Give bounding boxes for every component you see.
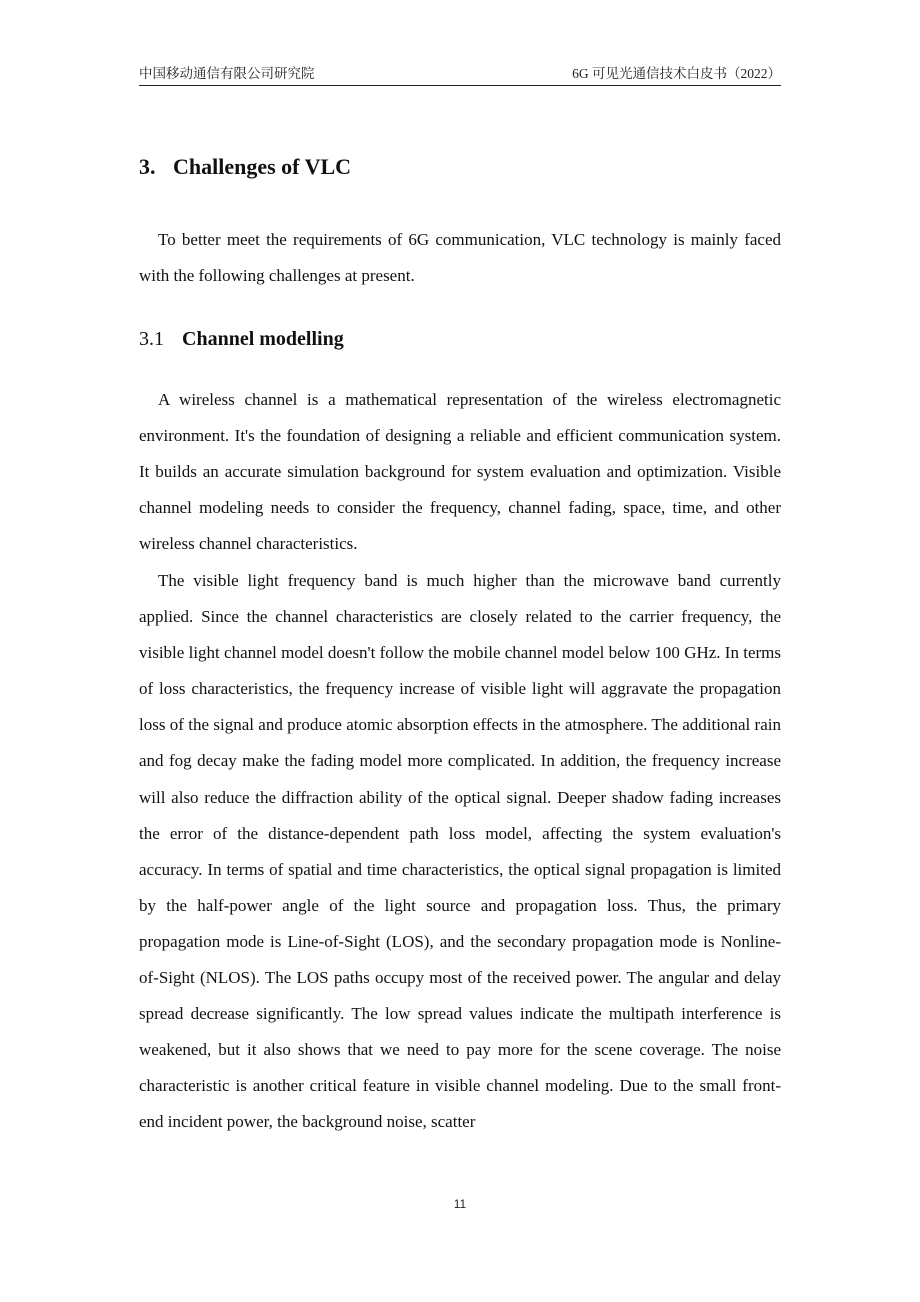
- section-intro-paragraph: To better meet the requirements of 6G communication, VLC technology is mainly faced with the following challenges at present.: [139, 230, 781, 286]
- page-number: 11: [453, 1197, 467, 1211]
- subsection-number: 3.1: [139, 328, 164, 350]
- page-header: [139, 62, 781, 86]
- body-paragraph: A wireless channel is a mathematical representation of the wireless electromagnetic environment. It's the foundation of designing a reliable and efficient communication system. It builds an accurate simulation background for system evaluation and optimization. Visible channel modeling needs to consider the frequency, channel fading, space, time, and other wireless channel characteristics.: [139, 390, 781, 554]
- subsection-title: Channel modelling: [182, 328, 344, 350]
- header-organization: 中国移动通信有限公司研究院: [139, 66, 315, 81]
- section-number: 3.: [139, 154, 156, 179]
- body-paragraph: The visible light frequency band is much higher than the microwave band currently applied. Since the channel characteristics are closely related to the carrier frequency, the visible light channel model doesn't follow the mobile channel model below 100 GHz. In terms of loss characteristics, the frequency increase of visible light will aggravate the propagation loss of the signal and produce atomic absorption effects in the atmosphere. The additional rain and fog decay make the fading model more complicated. In addition, the frequency increase will also reduce the diffraction ability of the optical signal. Deeper shadow fading increases the error of the distance-dependent path loss model, affecting the system evaluation's accuracy. In terms of spatial and time characteristics, the optical signal propagation is limited by the half-power angle of the light source and propagation loss. Thus, the primary propagation mode is Line-of-Sight (LOS), and the secondary propagation mode is Nonline-of-Sight (NLOS). The LOS paths occupy most of the received power. The angular and delay spread decrease significantly. The low spread values indicate the multipath interference is weakened, but it also shows that we need to pay more for the scene coverage. The noise characteristic is another critical feature in visible channel modeling. Due to the small front-end incident power, the background noise, scatter: [139, 571, 781, 1132]
- header-document-title: 6G 可见光通信技术白皮书（2022）: [572, 66, 781, 81]
- subsection-heading: [139, 325, 344, 353]
- section-heading: [139, 152, 351, 182]
- section-title: Challenges of VLC: [173, 154, 352, 179]
